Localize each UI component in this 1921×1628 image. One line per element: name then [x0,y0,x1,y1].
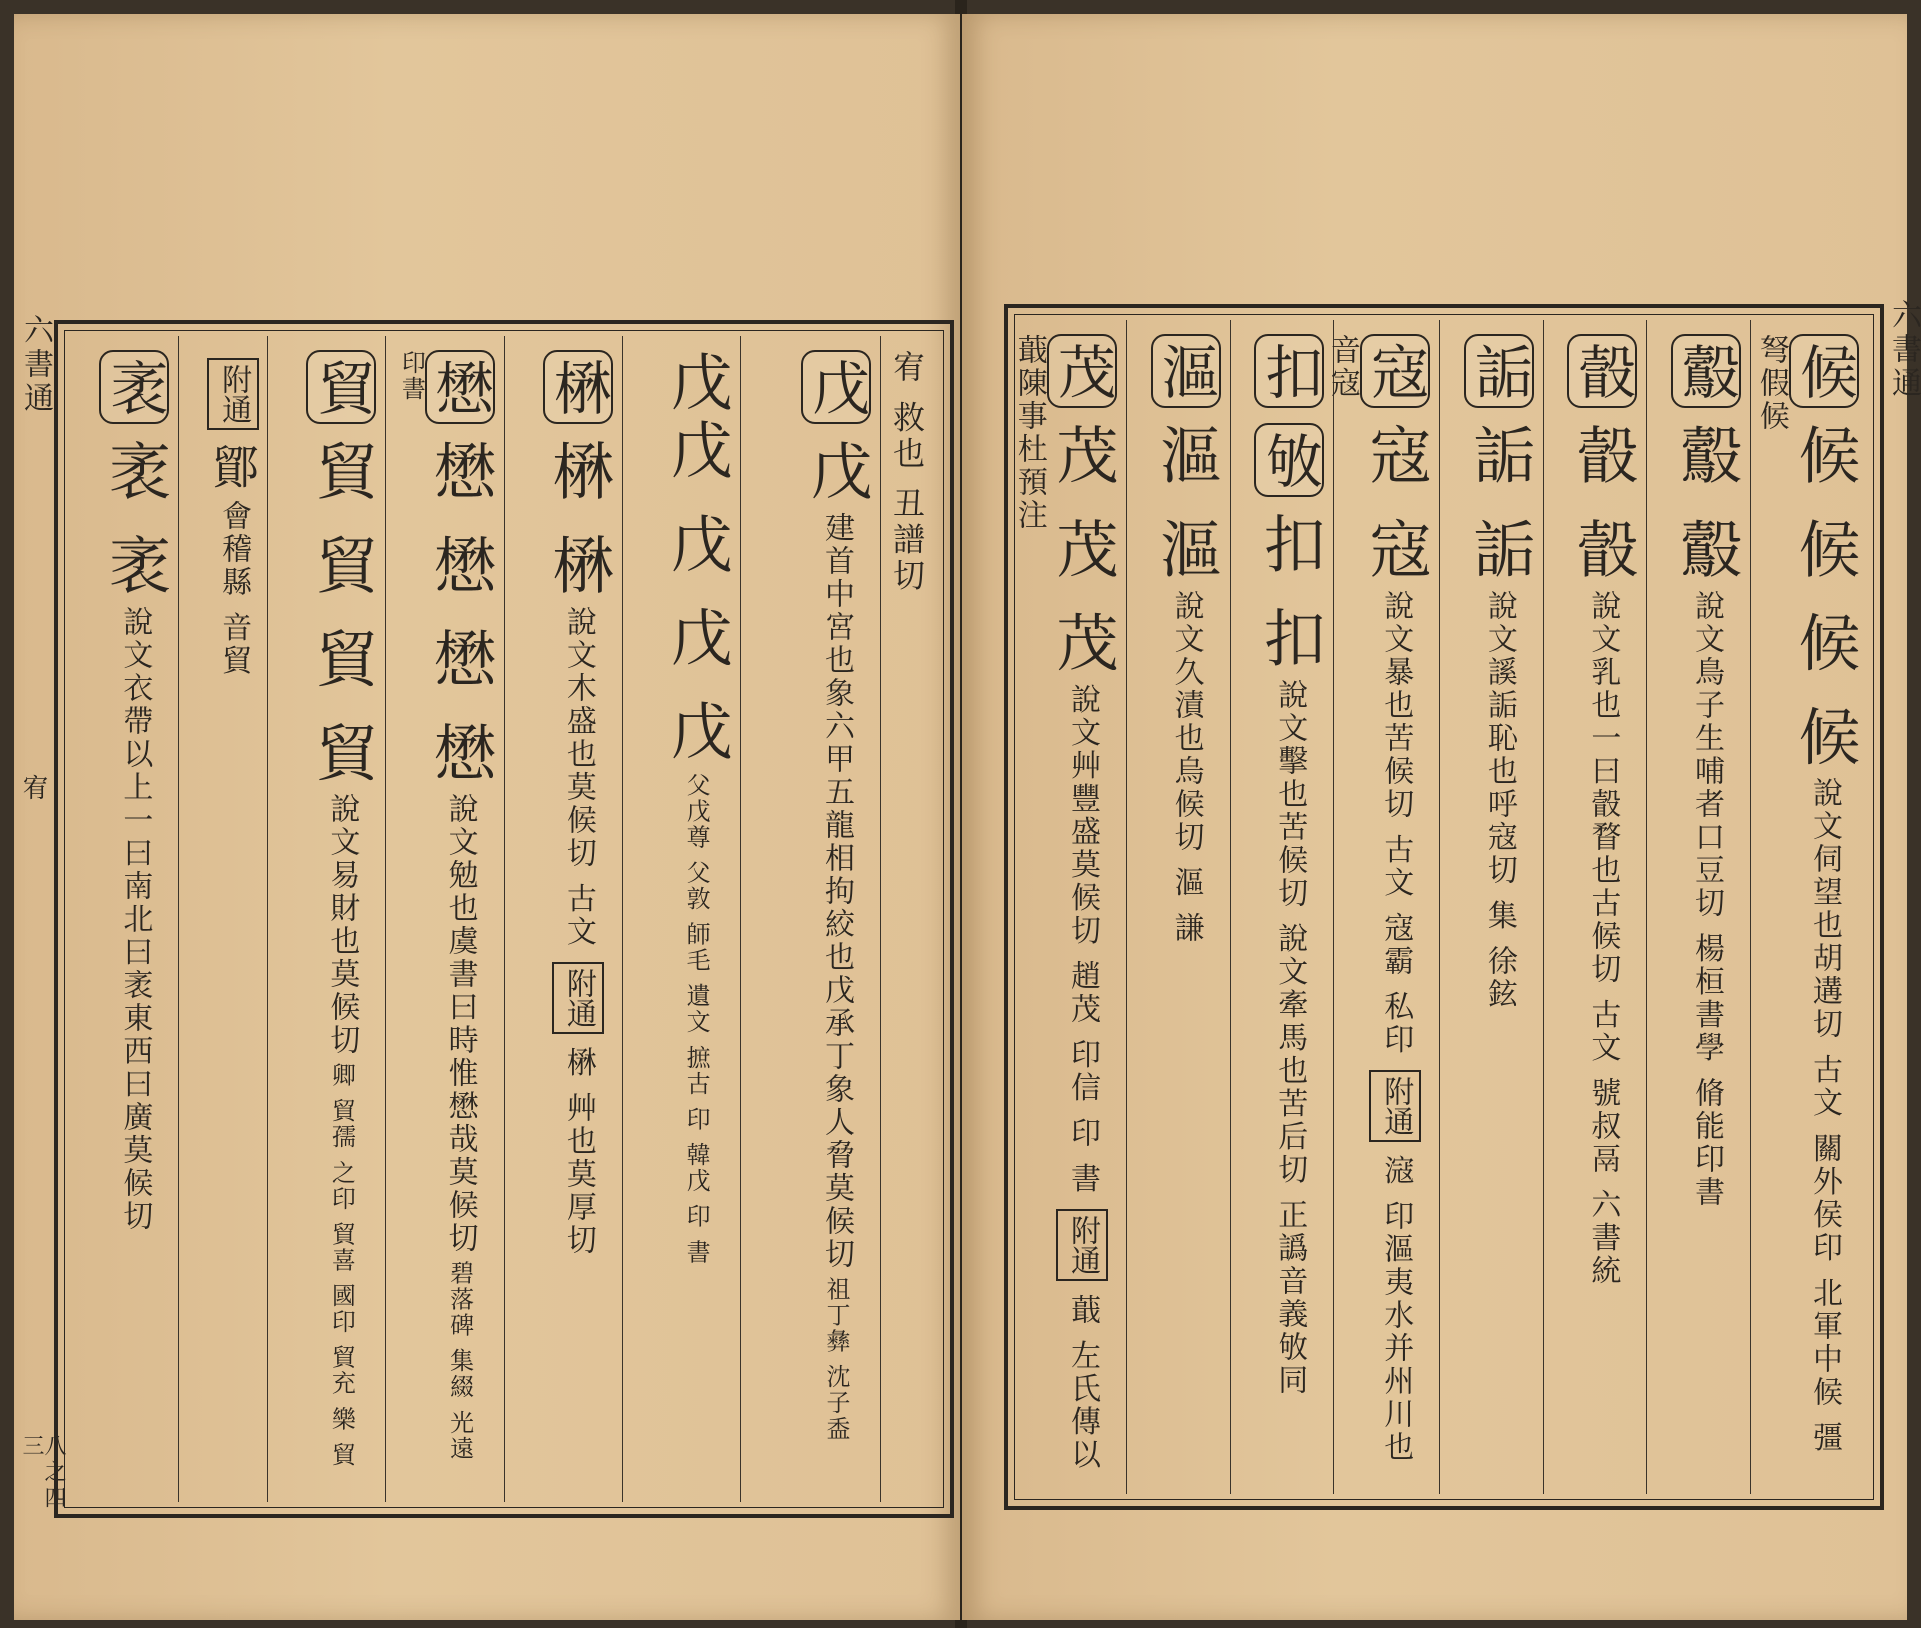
column-entry [1646,320,1750,1494]
entry-gloss: 說文木盛也莫候切 古文 [560,605,596,949]
column-entry [1324,320,1439,1494]
entry-source-note: 祖丁彝 沈子盉 [822,1276,850,1442]
entry-gloss: 說文暴也苦候切 古文 寇霸 私印 [1378,589,1414,1057]
entry-gloss: 建首中宮也象六甲五龍相拘絞也戊承丁象人脅莫候切 [819,512,854,1272]
left-columns [70,336,938,1502]
seal-forms: 扣 扣 [1253,512,1327,674]
seal-forms: 貿 貿 貿 貿 [305,439,379,789]
entry-gloss: 說文謑詬恥也呼寇切 集 徐鉉 [1481,589,1517,1011]
seal-forms: 鄮 [206,443,261,496]
seal-forms: 寇 寇 [1359,423,1433,585]
entry-sub-head-character: 敂 [1254,423,1324,497]
entry-gloss: 說文乳也一曰瞉瞀也古候切 古文 號叔鬲 六書統 [1585,589,1621,1288]
seal-forms: 鷇 鷇 [1670,423,1743,585]
entry-head-character: 戊 [801,350,871,424]
entry-head-character: 寇 [1360,334,1430,408]
entry-gloss: 說文勉也虞書曰時惟懋哉莫候切 [442,793,478,1256]
column-entry [267,336,385,1502]
seal-forms: 瞉 瞉 [1566,423,1640,585]
entry-gloss: 說文伺望也胡遘切 古文 關外侯印 北軍中候 彊弩假候 [1753,334,1842,1455]
column-rhyme-heading [880,336,938,1502]
column-entry [1011,320,1126,1494]
entry-head-character: 茂 [1047,334,1117,408]
left-margin-volume: 宥 [18,774,48,804]
entry-gloss: 說文鳥子生哺者口豆切 楊桓書學 脩能印書 [1689,589,1724,1209]
left-page [14,14,960,1620]
seal-forms: 戊 [800,439,873,508]
seal-forms: 茂 茂 茂 [1046,423,1120,679]
entry-source-note: 父戊尊 父敦 師毛 遺文 摭古 印 韓戊 印 書 [682,772,711,1266]
column-entry [1230,320,1334,1494]
seal-forms: 戊戊 戊 戊 戊 [660,350,734,768]
left-margin-title: 六書通 [18,314,53,416]
entry-gloss: 說文衣帶以上一曰南北曰袤東西曰廣莫候切 [117,605,153,1233]
entry-gloss: 會稽縣 音貿 [216,500,252,678]
attached-variant-gloss: 蕺 左氏傳以蕺陳事杜預注 [1011,334,1101,1472]
seal-forms: 漚 漚 [1149,423,1223,585]
attached-variant-label: 附通 [1056,1209,1108,1281]
seal-forms: 候 候 候 候 [1788,423,1861,773]
entry-gloss: 說文易財也莫候切 [324,793,360,1058]
entry-head-character: 候 [1789,334,1859,408]
column-entry [1126,320,1230,1494]
column-entry [504,336,622,1502]
entry-source-note: 碧落碑 集綴 光遠 印書 [397,350,474,1462]
attached-variant-gloss: 滱 印漚夷水并州川也音寇 [1324,334,1414,1465]
left-text-frame [54,320,954,1518]
entry-head-character: 袤 [99,350,169,424]
entry-head-character: 詬 [1464,334,1534,408]
column-entry [1543,320,1647,1494]
seal-forms: 懋 懋 懋 懋 [423,439,497,789]
entry-gloss: 說文艸豐盛莫候切 趙茂 印信 印 書 [1065,683,1101,1196]
column-entry [622,336,740,1502]
right-columns [1011,320,1868,1494]
left-margin-folio: 八之四三 [19,1434,66,1512]
column-entry [178,336,267,1502]
right-margin-title: 六書通 [1886,299,1921,401]
column-entry [385,336,503,1502]
seal-forms: 楙 楙 [541,439,615,601]
column-entry [740,336,880,1502]
column-entry [1439,320,1543,1494]
attached-variant-label: 附通 [207,358,259,430]
right-text-frame [1004,304,1884,1510]
seal-forms: 詬 詬 [1462,423,1536,585]
entry-head-character: 扣 [1254,334,1324,408]
entry-source-note: 卿 貿孺 之印 貿喜 國印 貿充 樂 貿 [327,1062,356,1468]
entry-head-character: 鷇 [1671,334,1741,408]
entry-head-character: 貿 [306,350,376,424]
right-page [962,14,1921,1620]
attached-variant-gloss: 楙 艸也莫厚切 [560,1046,596,1258]
column-text: 宥 救也 丑譜切 [888,350,926,595]
entry-head-character: 漚 [1151,334,1221,408]
entry-gloss: 說文擊也苦候切 說文牽馬也苦后切 正譌音義敂同 [1272,679,1308,1398]
entry-head-character: 瞉 [1567,334,1637,408]
attached-variant-label: 附通 [1369,1070,1421,1142]
entry-head-character: 楙 [543,350,613,424]
seal-forms: 袤 袤 [98,439,172,601]
column-entry [1750,320,1868,1494]
entry-head-character: 懋 [425,350,495,424]
attached-variant-label: 附通 [552,962,604,1034]
column-entry [70,336,178,1502]
entry-gloss: 說文久漬也烏候切 漚 謙 [1168,589,1204,945]
